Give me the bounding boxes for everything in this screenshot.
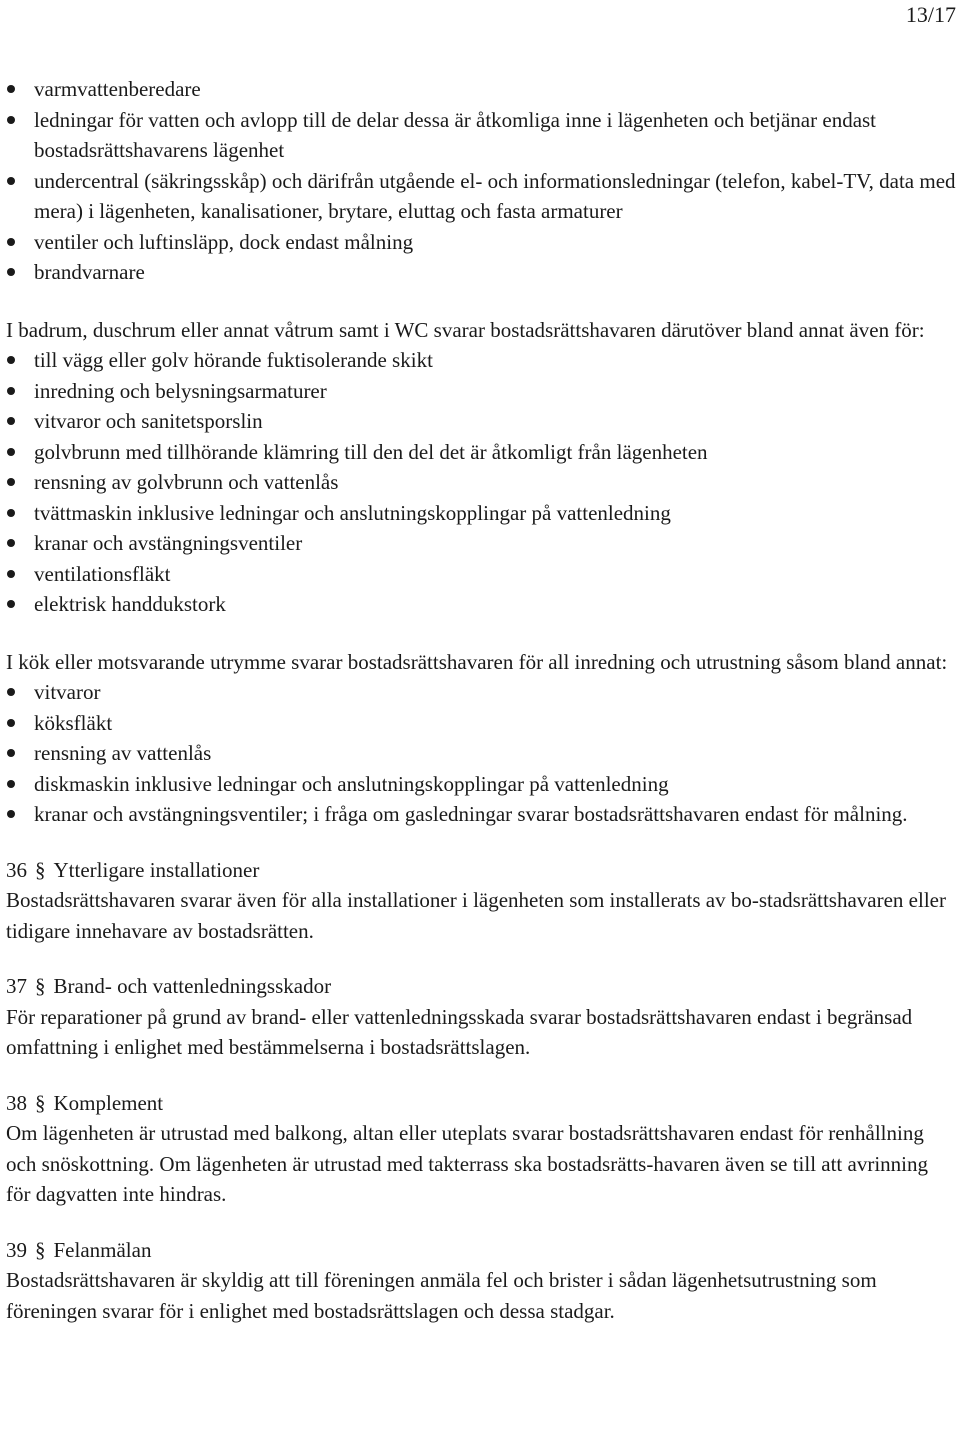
section-symbol: § <box>35 1237 46 1262</box>
list-item: rensning av golvbrunn och vattenlås <box>6 467 956 498</box>
list-item: inredning och belysningsarmaturer <box>6 376 956 407</box>
section-number: 39 <box>6 1237 27 1262</box>
list-item: brandvarnare <box>6 257 956 288</box>
list-item: tvättmaskin inklusive ledningar och anslutningskopplingar på vattenledning <box>6 498 956 529</box>
kitchen-list <box>6 677 956 830</box>
list-item: rensning av vattenlås <box>6 738 956 769</box>
list-item: ventiler och luftinsläpp, dock endast målning <box>6 227 956 258</box>
section-number: 37 <box>6 974 27 998</box>
section-body: Bostadsrättshavaren svarar även för alla installationer i lägenheten som installerats av bo-stadsrättshavaren eller tidigare innehavare av bostadsrätten. <box>6 888 946 943</box>
section-title: Felanmälan <box>53 1237 152 1262</box>
section-number: 36 <box>6 857 27 882</box>
section-symbol: § <box>35 974 46 998</box>
section-body: För reparationer på grund av brand- eller vattenledningsskada svarar bostadsrättshavaren endast i begränsad omfattning i enlighet med bestämmelserna i bostadsrättslagen. <box>6 1004 913 1059</box>
section-body: Bostadsrättshavaren är skyldig att till föreningen anmäla fel och brister i sådan lägenhetsutrustning som föreningen svarar för i enlighet med bostadsrättslagen och dessa stadgar. <box>6 1268 877 1323</box>
list-item: kranar och avstängningsventiler <box>6 528 956 559</box>
section-title: Ytterligare installationer <box>53 857 260 882</box>
list-item: varmvattenberedare <box>6 74 956 105</box>
section-heading <box>6 971 956 1002</box>
section-body: Om lägenheten är utrustad med balkong, altan eller uteplats svarar bostadsrättshavaren endast för renhållning och snöskottning. Om lägenheten är utrustad med takterrass ska bostadsrätts-havaren även se till att avrinning för dagvatten inte hindras. <box>6 1121 929 1206</box>
document-body <box>6 74 956 1326</box>
list-item: golvbrunn med tillhörande klämring till den del det är åtkomligt från lägenheten <box>6 437 956 468</box>
list-item: vitvaror och sanitetsporslin <box>6 406 956 437</box>
list-item: köksfläkt <box>6 708 956 739</box>
section-number: 38 <box>6 1090 27 1115</box>
list-item: ledningar för vatten och avlopp till de delar dessa är åtkomliga inne i lägenheten och betjänar endast bostadsrättshavarens lägenhet <box>6 105 956 166</box>
bathroom-intro: I badrum, duschrum eller annat våtrum samt i WC svarar bostadsrättshavaren därutöver bland annat även för: <box>6 317 925 342</box>
list-item: elektrisk handdukstork <box>6 589 956 620</box>
kitchen-intro: I kök eller motsvarande utrymme svarar bostadsrättshavaren för all inredning och utrustning såsom bland annat: <box>6 649 948 674</box>
section-36 <box>6 855 956 947</box>
section-symbol: § <box>35 1090 46 1115</box>
bathroom-list <box>6 345 956 620</box>
list-item: undercentral (säkringsskåp) och därifrån utgående el- och informationsledningar (telefon, kabel-TV, data med mera) i lägenheten, kanalisationer, brytare, eluttag och fasta armaturer <box>6 166 956 227</box>
list-item: vitvaror <box>6 677 956 708</box>
list-item: ventilationsfläkt <box>6 559 956 590</box>
section-heading <box>6 1235 956 1266</box>
list-item: diskmaskin inklusive ledningar och anslutningskopplingar på vattenledning <box>6 769 956 800</box>
section-title: Brand- och vattenledningsskador <box>53 974 332 998</box>
section-39 <box>6 1235 956 1327</box>
page-number: 13/17 <box>905 2 956 27</box>
section-symbol: § <box>35 857 46 882</box>
section-title: Komplement <box>53 1090 164 1115</box>
section-38 <box>6 1088 956 1210</box>
section-heading <box>6 1088 956 1119</box>
section-37 <box>6 971 956 1063</box>
list-item: till vägg eller golv hörande fuktisolerande skikt <box>6 345 956 376</box>
apartment-responsibility-list <box>6 74 956 288</box>
section-heading <box>6 855 956 886</box>
list-item: kranar och avstängningsventiler; i fråga om gasledningar svarar bostadsrättshavaren endast för målning. <box>6 799 956 830</box>
